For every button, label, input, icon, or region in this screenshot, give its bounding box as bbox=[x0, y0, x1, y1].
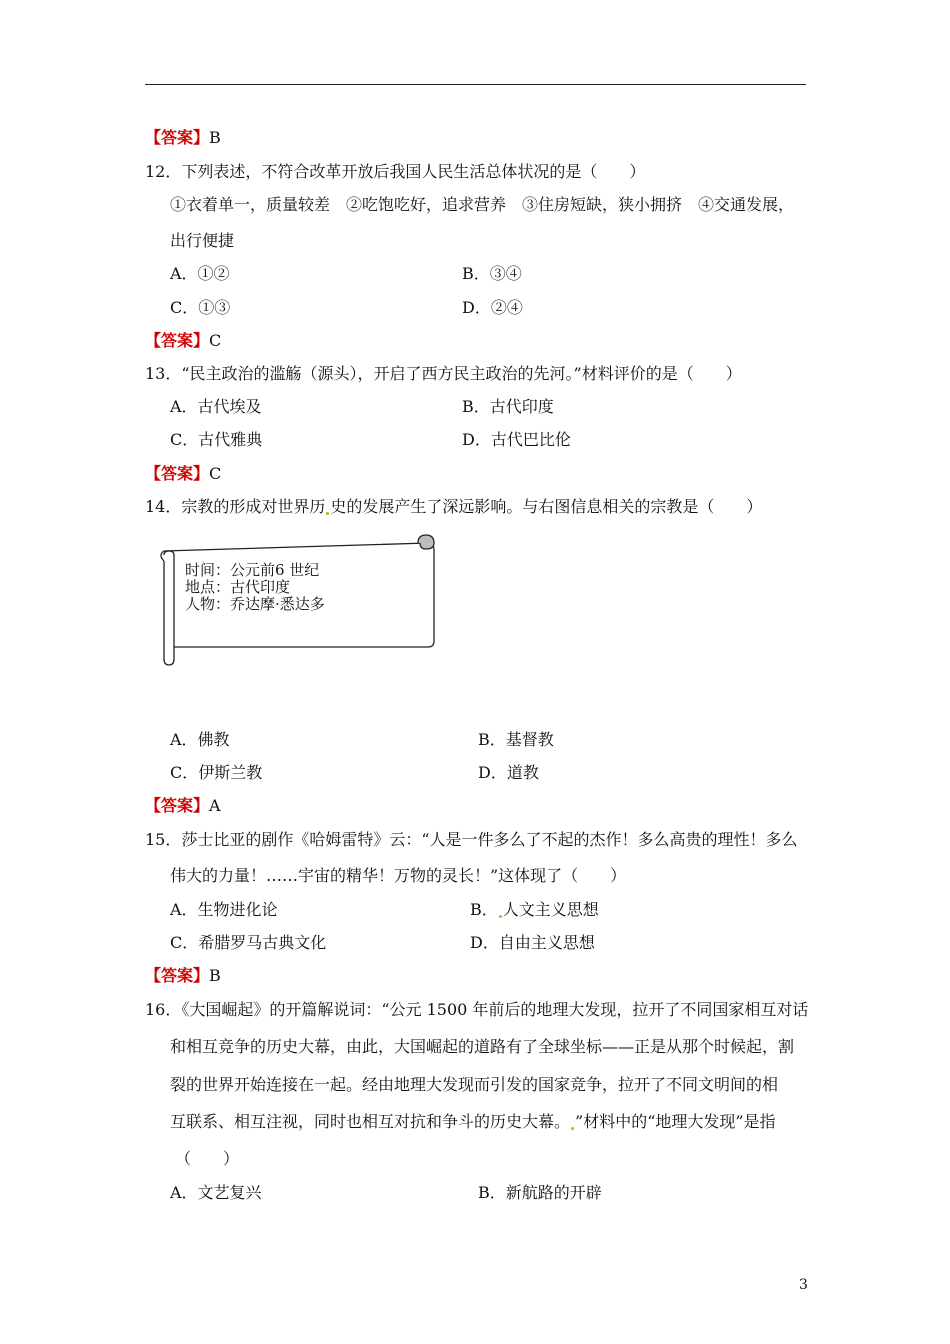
scroll-content bbox=[185, 562, 325, 613]
page-number: 3 bbox=[799, 1277, 808, 1293]
question-16-line2: 和相互竞争的历史大幕，由此，大国崛起的道路有了全球坐标——正是从那个时候起，割 bbox=[170, 1037, 795, 1056]
question-13-stem: 13．“民主政治的滥觞（源头），开启了西方民主政治的先河。”材料评价的是（ ） bbox=[145, 364, 742, 383]
answer-13 bbox=[145, 464, 221, 484]
question-13-option-b: B．古代印度 bbox=[462, 397, 554, 416]
answer-value: B bbox=[209, 966, 221, 985]
question-14-stem-part2: 史的发展产生了深远影响。与右图信息相关的宗教是（ ） bbox=[330, 497, 763, 516]
answer-value: C bbox=[209, 331, 222, 350]
header-rule bbox=[145, 84, 806, 85]
stray-mark bbox=[499, 915, 502, 918]
answer-15 bbox=[145, 966, 221, 986]
answer-11 bbox=[145, 128, 221, 148]
answer-value: B bbox=[209, 128, 221, 147]
question-16-option-b: B．新航路的开辟 bbox=[478, 1183, 602, 1202]
answer-label: 【答案】 bbox=[145, 966, 210, 985]
question-12-items-line2: 出行便捷 bbox=[170, 231, 235, 250]
question-15-option-d: D．自由主义思想 bbox=[470, 933, 595, 952]
question-13-option-a: A．古代埃及 bbox=[170, 397, 262, 416]
question-16-line4-part1: 互联系、相互注视，同时也相互对抗和争斗的历史大幕。 bbox=[170, 1112, 571, 1131]
stray-mark bbox=[326, 512, 329, 515]
question-16-line4-part2: ”材料中的“地理大发现”是指 bbox=[575, 1112, 776, 1131]
question-15-stem-line2: 伟大的力量！……宇宙的精华！万物的灵长！”这体现了（ ） bbox=[170, 866, 627, 885]
answer-label: 【答案】 bbox=[145, 128, 210, 147]
question-15-option-c: C．希腊罗马古典文化 bbox=[170, 933, 327, 952]
question-16-line1: 16．《大国崛起》的开篇解说词：“公元 1500 年前后的地理大发现，拉开了不同国家相互对话 bbox=[145, 1000, 809, 1019]
question-13-option-c: C．古代雅典 bbox=[170, 430, 263, 449]
question-14-option-d: D．道教 bbox=[478, 763, 539, 782]
question-15-option-b bbox=[470, 900, 599, 920]
question-14-option-a: A．佛教 bbox=[170, 730, 230, 749]
question-12-option-d: D．②④ bbox=[462, 298, 523, 317]
answer-label: 【答案】 bbox=[145, 796, 210, 815]
answer-label: 【答案】 bbox=[145, 464, 210, 483]
question-14-stem bbox=[145, 497, 762, 517]
option-text: 人文主义思想 bbox=[502, 900, 599, 919]
question-16-line3: 裂的世界开始连接在一起。经由地理大发现而引发的国家竞争，拉开了不同文明间的相 bbox=[170, 1075, 779, 1094]
question-15-option-a: A．生物进化论 bbox=[170, 900, 278, 919]
question-13-option-d: D．古代巴比伦 bbox=[462, 430, 571, 449]
scroll-person: 人物：乔达摩·悉达多 bbox=[185, 595, 325, 613]
question-12-option-a: A．①② bbox=[170, 264, 230, 283]
question-12-stem: 12．下列表述，不符合改革开放后我国人民生活总体状况的是（ ） bbox=[145, 162, 646, 181]
question-12-option-b: B．③④ bbox=[462, 264, 522, 283]
option-letter: B． bbox=[470, 900, 498, 919]
question-16-line4 bbox=[170, 1112, 776, 1132]
answer-12 bbox=[145, 331, 221, 351]
question-16-line5: （ ） bbox=[175, 1149, 240, 1168]
question-12-items-line1: ①衣着单一，质量较差 ②吃饱吃好，追求营养 ③住房短缺，狭小拥挤 ④交通发展， bbox=[170, 195, 795, 214]
answer-value: C bbox=[209, 464, 222, 483]
question-16-option-a: A．文艺复兴 bbox=[170, 1183, 262, 1202]
scroll-place: 地点：古代印度 bbox=[185, 578, 291, 596]
scroll-time: 时间：公元前6 世纪 bbox=[185, 561, 320, 579]
answer-14 bbox=[145, 796, 221, 816]
question-14-option-b: B．基督教 bbox=[478, 730, 554, 749]
question-15-stem-line1: 15．莎士比亚的剧作《哈姆雷特》云：“人是一件多么了不起的杰作！多么高贵的理性！多么 bbox=[145, 830, 798, 849]
stray-mark bbox=[571, 1127, 574, 1130]
question-12-option-c: C．①③ bbox=[170, 298, 231, 317]
answer-value: A bbox=[209, 796, 221, 815]
question-14-stem-part1: 14．宗教的形成对世界历 bbox=[145, 497, 326, 516]
question-14-option-c: C．伊斯兰教 bbox=[170, 763, 263, 782]
answer-label: 【答案】 bbox=[145, 331, 210, 350]
